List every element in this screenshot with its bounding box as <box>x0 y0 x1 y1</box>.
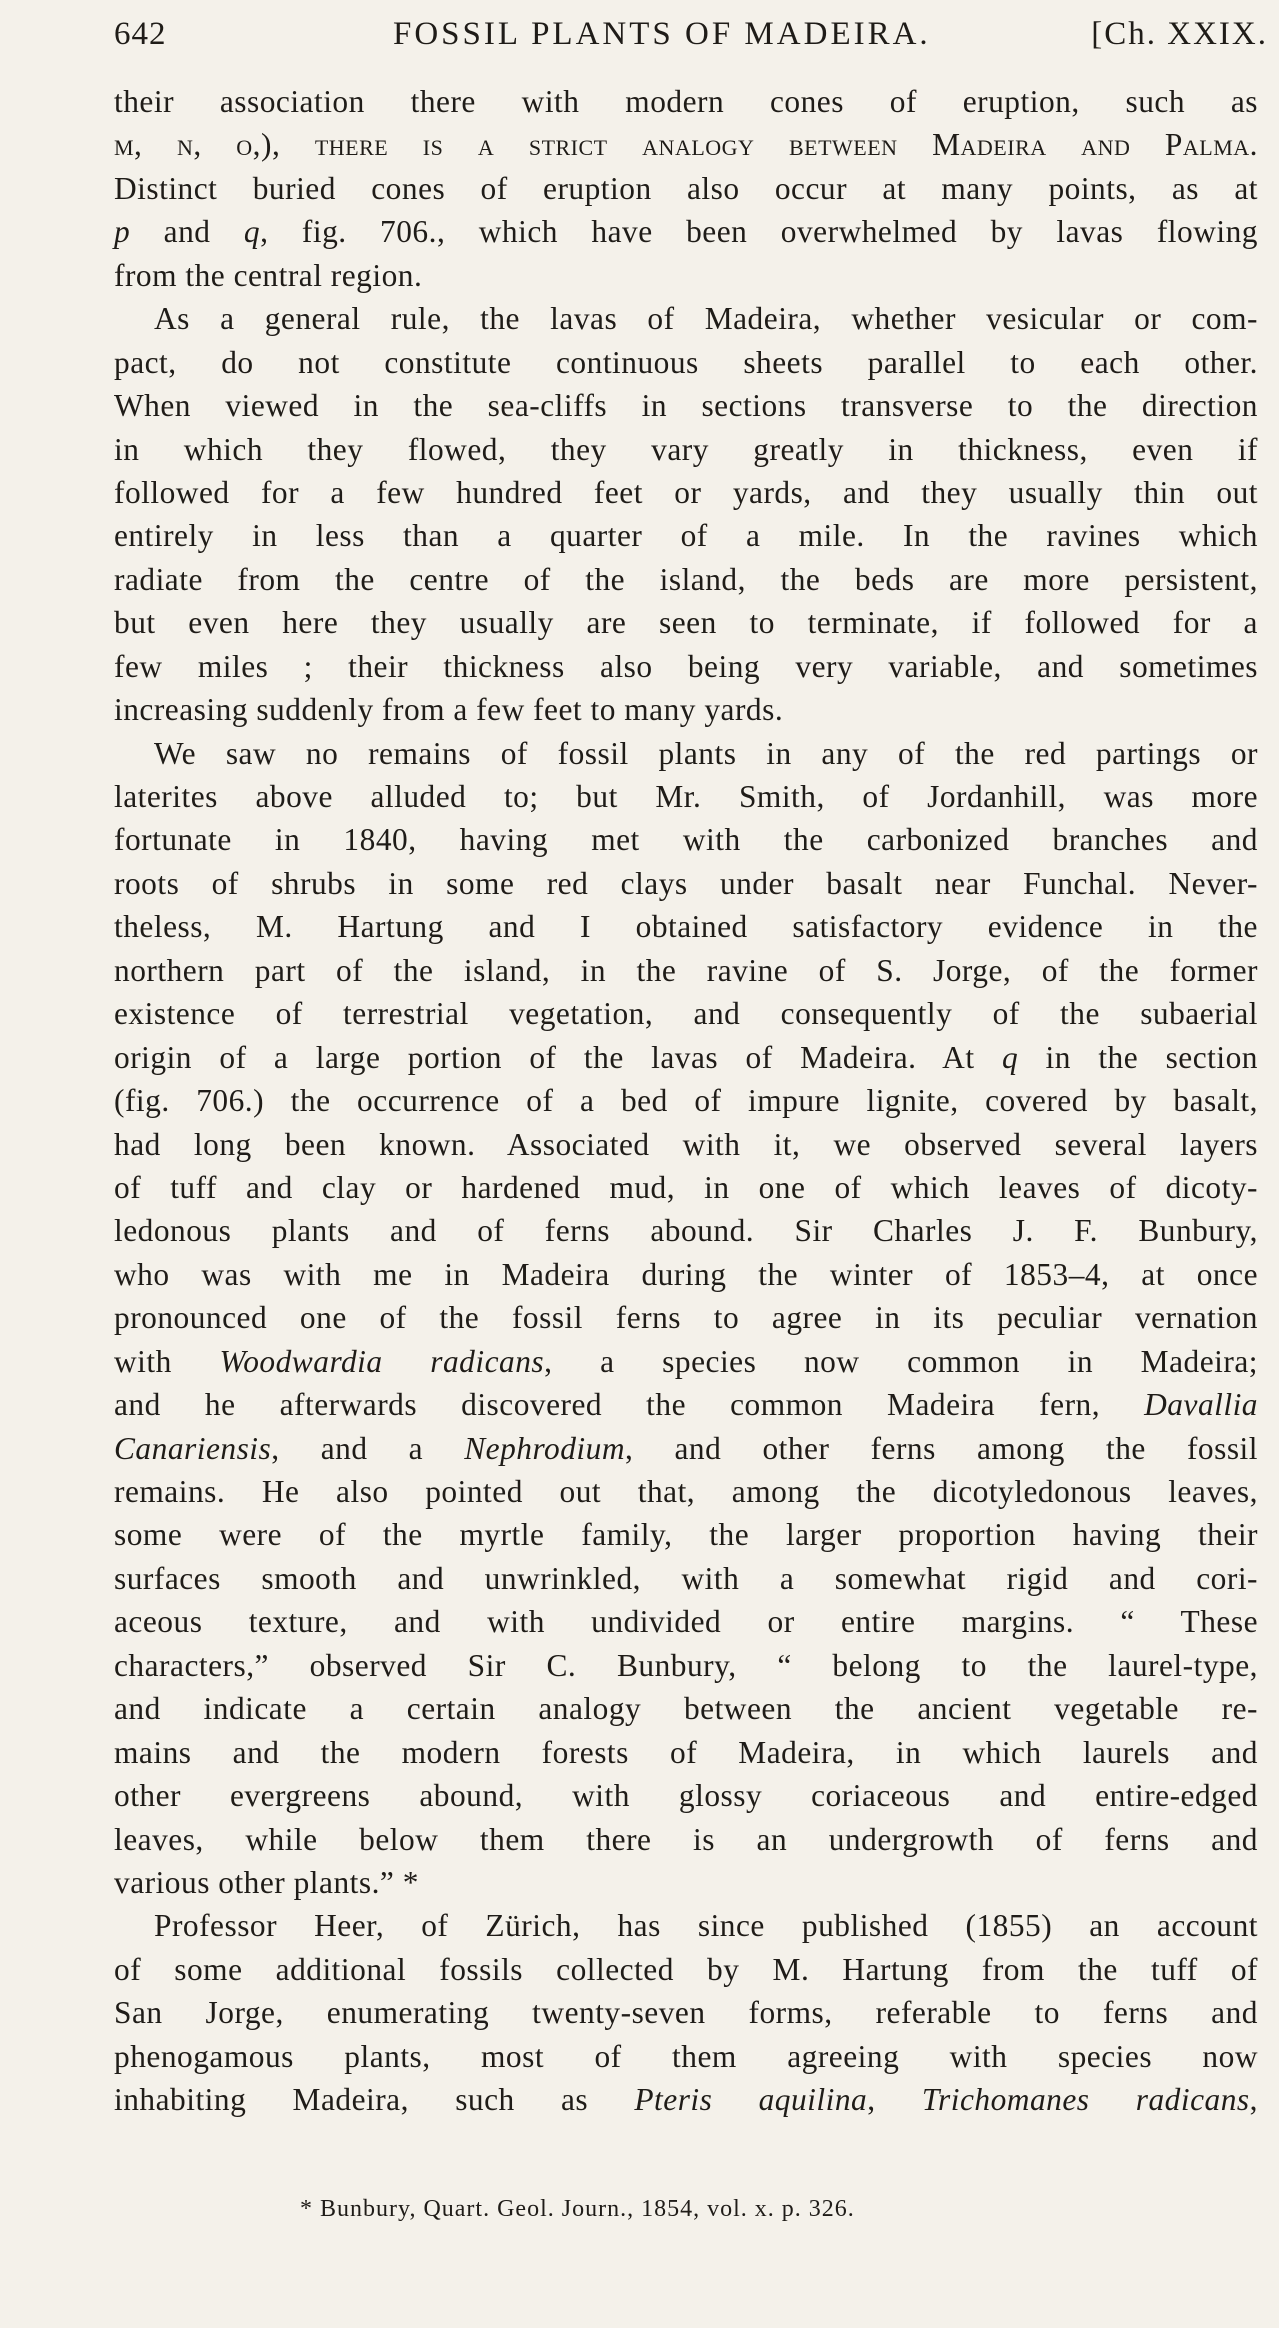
text-line: various other plants.” * <box>114 1864 419 1900</box>
text-line: ledonous plants and of ferns abound. Sir Charles J. F. Bunbury, <box>114 1213 1258 1249</box>
running-title: FOSSIL PLANTS OF MADEIRA. <box>393 16 931 52</box>
text-line: As a general rule, the lavas of Madeira, whether vesicular or com- <box>154 301 1258 337</box>
text-line: northern part of the island, in the ravine of S. Jorge, of the former <box>114 952 1258 988</box>
text-line: with Woodwardia radicans, a species now common in Madeira; <box>114 1343 1258 1379</box>
chapter-label: [Ch. XXIX. <box>1091 16 1268 52</box>
text-line: Professor Heer, of Zürich, has since published (1855) an account <box>154 1908 1258 1944</box>
text-line: mains and the modern forests of Madeira, in which laurels and <box>114 1734 1258 1770</box>
text-line: their association there with modern cones of eruption, such as <box>114 84 1258 119</box>
text-line: increasing suddenly from a few feet to many yards. <box>114 692 784 728</box>
text-line: inhabiting Madeira, such as Pteris aquilina, Trichomanes radicans, <box>114 2082 1258 2118</box>
text-line: followed for a few hundred feet or yards, and they usually thin out <box>114 474 1258 510</box>
text-line: of some additional fossils collected by M. Hartung from the tuff of <box>114 1951 1258 1987</box>
text-line: fortunate in 1840, having met with the carbonized branches and <box>114 822 1258 858</box>
body-text <box>114 80 1258 2122</box>
text-line: laterites above alluded to; but Mr. Smith, of Jordanhill, was more <box>114 779 1258 814</box>
text-line: aceous texture, and with undivided or entire margins. “ These <box>114 1604 1258 1640</box>
text-line: who was with me in Madeira during the winter of 1853–4, at once <box>114 1256 1258 1292</box>
footnote: * Bunbury, Quart. Geol. Journ., 1854, vol. x. p. 326. <box>300 2196 855 2222</box>
text-line: San Jorge, enumerating twenty-seven forms, referable to ferns and <box>114 1995 1258 2031</box>
text-line: few miles ; their thickness also being very variable, and sometimes <box>114 648 1258 684</box>
text-line: theless, M. Hartung and I obtained satisfactory evidence in the <box>114 909 1258 945</box>
text-line: entirely in less than a quarter of a mile. In the ravines which <box>114 518 1258 554</box>
text-line: some were of the myrtle family, the larger proportion having their <box>114 1517 1258 1553</box>
text-line: Distinct buried cones of eruption also occur at many points, as at <box>114 170 1258 206</box>
text-line: pronounced one of the fossil ferns to agree in its peculiar vernation <box>114 1300 1258 1336</box>
text-line: m, n, o,), there is a strict analogy between Madeira and Palma. <box>114 127 1258 163</box>
text-line: roots of shrubs in some red clays under basalt near Funchal. Never- <box>114 865 1258 901</box>
text-line: other evergreens abound, with glossy coriaceous and entire-edged <box>114 1778 1258 1814</box>
text-line: had long been known. Associated with it, we observed several layers <box>114 1126 1258 1162</box>
text-line: existence of terrestrial vegetation, and consequently of the subaerial <box>114 996 1258 1032</box>
text-line: and indicate a certain analogy between the ancient vegetable re- <box>114 1691 1258 1727</box>
text-line: from the central region. <box>114 257 423 293</box>
text-line: pact, do not constitute continuous sheets parallel to each other. <box>114 344 1258 380</box>
page-number: 642 <box>114 16 167 52</box>
text-line: Canariensis, and a Nephrodium, and other ferns among the fossil <box>114 1430 1258 1466</box>
text-line: (fig. 706.) the occurrence of a bed of impure lignite, covered by basalt, <box>114 1083 1258 1119</box>
page-header <box>108 16 1268 64</box>
text-line: in which they flowed, they vary greatly in thickness, even if <box>114 431 1258 467</box>
text-line: but even here they usually are seen to terminate, if followed for a <box>114 605 1258 641</box>
text-line: characters,” observed Sir C. Bunbury, “ belong to the laurel-type, <box>114 1647 1258 1683</box>
text-line: remains. He also pointed out that, among the dicotyledonous leaves, <box>114 1474 1258 1509</box>
text-line: p and q, fig. 706., which have been overwhelmed by lavas flowing <box>114 214 1258 250</box>
text-line: surfaces smooth and unwrinkled, with a somewhat rigid and cori- <box>114 1560 1258 1596</box>
text-line: radiate from the centre of the island, the beds are more persistent, <box>114 561 1258 597</box>
text-line: leaves, while below them there is an undergrowth of ferns and <box>114 1821 1258 1857</box>
text-line: and he afterwards discovered the common Madeira fern, Davallia <box>114 1387 1258 1423</box>
text-line: origin of a large portion of the lavas of Madeira. At q in the section <box>114 1039 1258 1075</box>
text-line: We saw no remains of fossil plants in any of the red partings or <box>154 735 1258 771</box>
text-line: When viewed in the sea-cliffs in sections transverse to the direction <box>114 388 1258 424</box>
text-line: phenogamous plants, most of them agreeing with species now <box>114 2038 1258 2074</box>
text-line: of tuff and clay or hardened mud, in one of which leaves of dicoty- <box>114 1169 1258 1205</box>
